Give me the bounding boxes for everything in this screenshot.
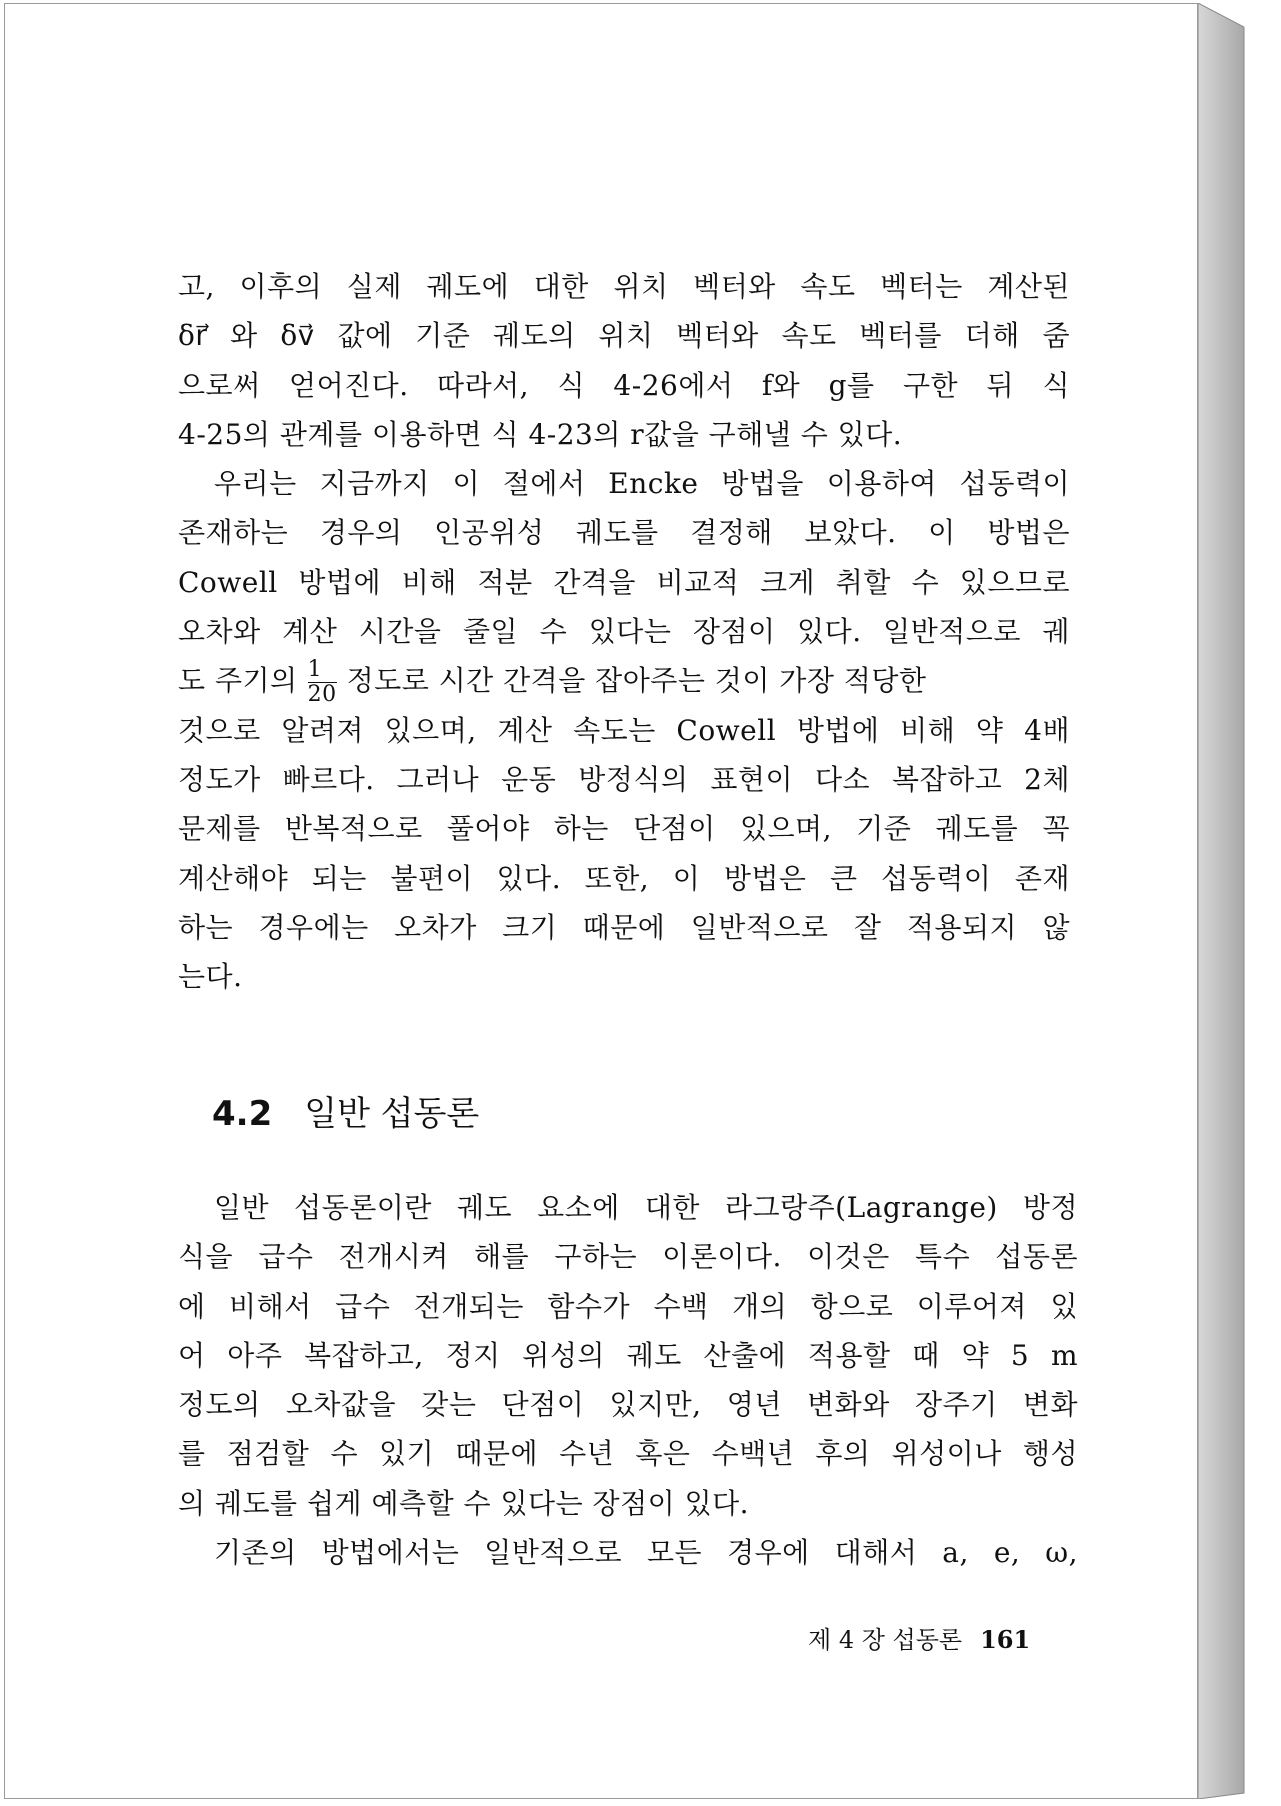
text-line: δr⃗ 와 δv⃗ 값에 기준 궤도의 위치 벡터와 속도 벡터를 더해 줌: [178, 319, 1070, 353]
text-line: 기존의 방법에서는 일반적으로 모든 경우에 대해서 a, e, ω,: [214, 1536, 1078, 1570]
fraction-denominator: 20: [307, 682, 337, 706]
fraction-numerator: 1: [307, 657, 323, 683]
text-line: 존재하는 경우의 인공위성 궤도를 결정해 보았다. 이 방법은: [178, 516, 1070, 550]
text-segment: 도 주기의: [178, 664, 298, 698]
body-text-top: [178, 262, 1070, 1001]
text-line: 으로써 얻어진다. 따라서, 식 4-26에서 f와 g를 구한 뒤 식: [178, 368, 1070, 402]
body-text-bottom: [178, 1183, 1078, 1577]
text-line: 오차와 계산 시간을 줄일 수 있다는 장점이 있다. 일반적으로 궤: [178, 615, 1070, 649]
section-heading: [212, 1086, 479, 1135]
text-line: Cowell 방법에 비해 적분 간격을 비교적 크게 취할 수 있으므로: [178, 565, 1070, 599]
running-footer-chapter: 제 4 장 섭동론: [808, 1626, 963, 1654]
text-line: 문제를 반복적으로 풀어야 하는 단점이 있으며, 기준 궤도를 꼭: [178, 812, 1070, 846]
text-line: 하는 경우에는 오차가 크기 때문에 일반적으로 잘 적용되지 않: [178, 910, 1070, 944]
text-line: 는다.: [178, 960, 243, 994]
text-line: 우리는 지금까지 이 절에서 Encke 방법을 이용하여 섭동력이: [214, 467, 1070, 501]
text-line: 어 아주 복잡하고, 정지 위성의 궤도 산출에 적용할 때 약 5 m: [178, 1338, 1078, 1372]
text-line: 에 비해서 급수 전개되는 함수가 수백 개의 항으로 이루어져 있: [178, 1289, 1078, 1323]
text-line: 일반 섭동론이란 궤도 요소에 대한 라그랑주(Lagrange) 방정: [214, 1191, 1078, 1224]
text-line: 를 점검할 수 있기 때문에 수년 혹은 수백년 후의 위성이나 행성: [178, 1437, 1078, 1471]
page-number: 161: [980, 1625, 1031, 1654]
text-line: 의 궤도를 쉽게 예측할 수 있다는 장점이 있다.: [178, 1486, 750, 1520]
text-line: 식을 급수 전개시켜 해를 구하는 이론이다. 이것은 특수 섭동론: [178, 1240, 1078, 1274]
text-line: 4-25의 관계를 이용하면 식 4-23의 r값을 구해낼 수 있다.: [178, 417, 903, 451]
section-number: 4.2: [212, 1094, 273, 1134]
fraction: [308, 658, 337, 705]
text-line: 고, 이후의 실제 궤도에 대한 위치 벡터와 속도 벡터는 계산된: [178, 270, 1070, 303]
text-segment: 정도로 시간 간격을 잡아주는 것이 가장 적당한: [346, 664, 927, 698]
text-line: 계산해야 되는 불편이 있다. 또한, 이 방법은 큰 섭동력이 존재: [178, 861, 1070, 895]
page-footer: [808, 1620, 1030, 1655]
text-line-with-fraction: [178, 656, 1070, 705]
text-line: 정도가 빠르다. 그러나 운동 방정식의 표현이 다소 복잡하고 2체: [178, 762, 1070, 796]
text-line: 정도의 오차값을 갖는 단점이 있지만, 영년 변화와 장주기 변화: [178, 1388, 1078, 1422]
book-spine: [1198, 3, 1250, 1799]
text-line: 것으로 알려져 있으며, 계산 속도는 Cowell 방법에 비해 약 4배: [178, 713, 1070, 747]
section-title: 일반 섭동론: [304, 1094, 480, 1134]
